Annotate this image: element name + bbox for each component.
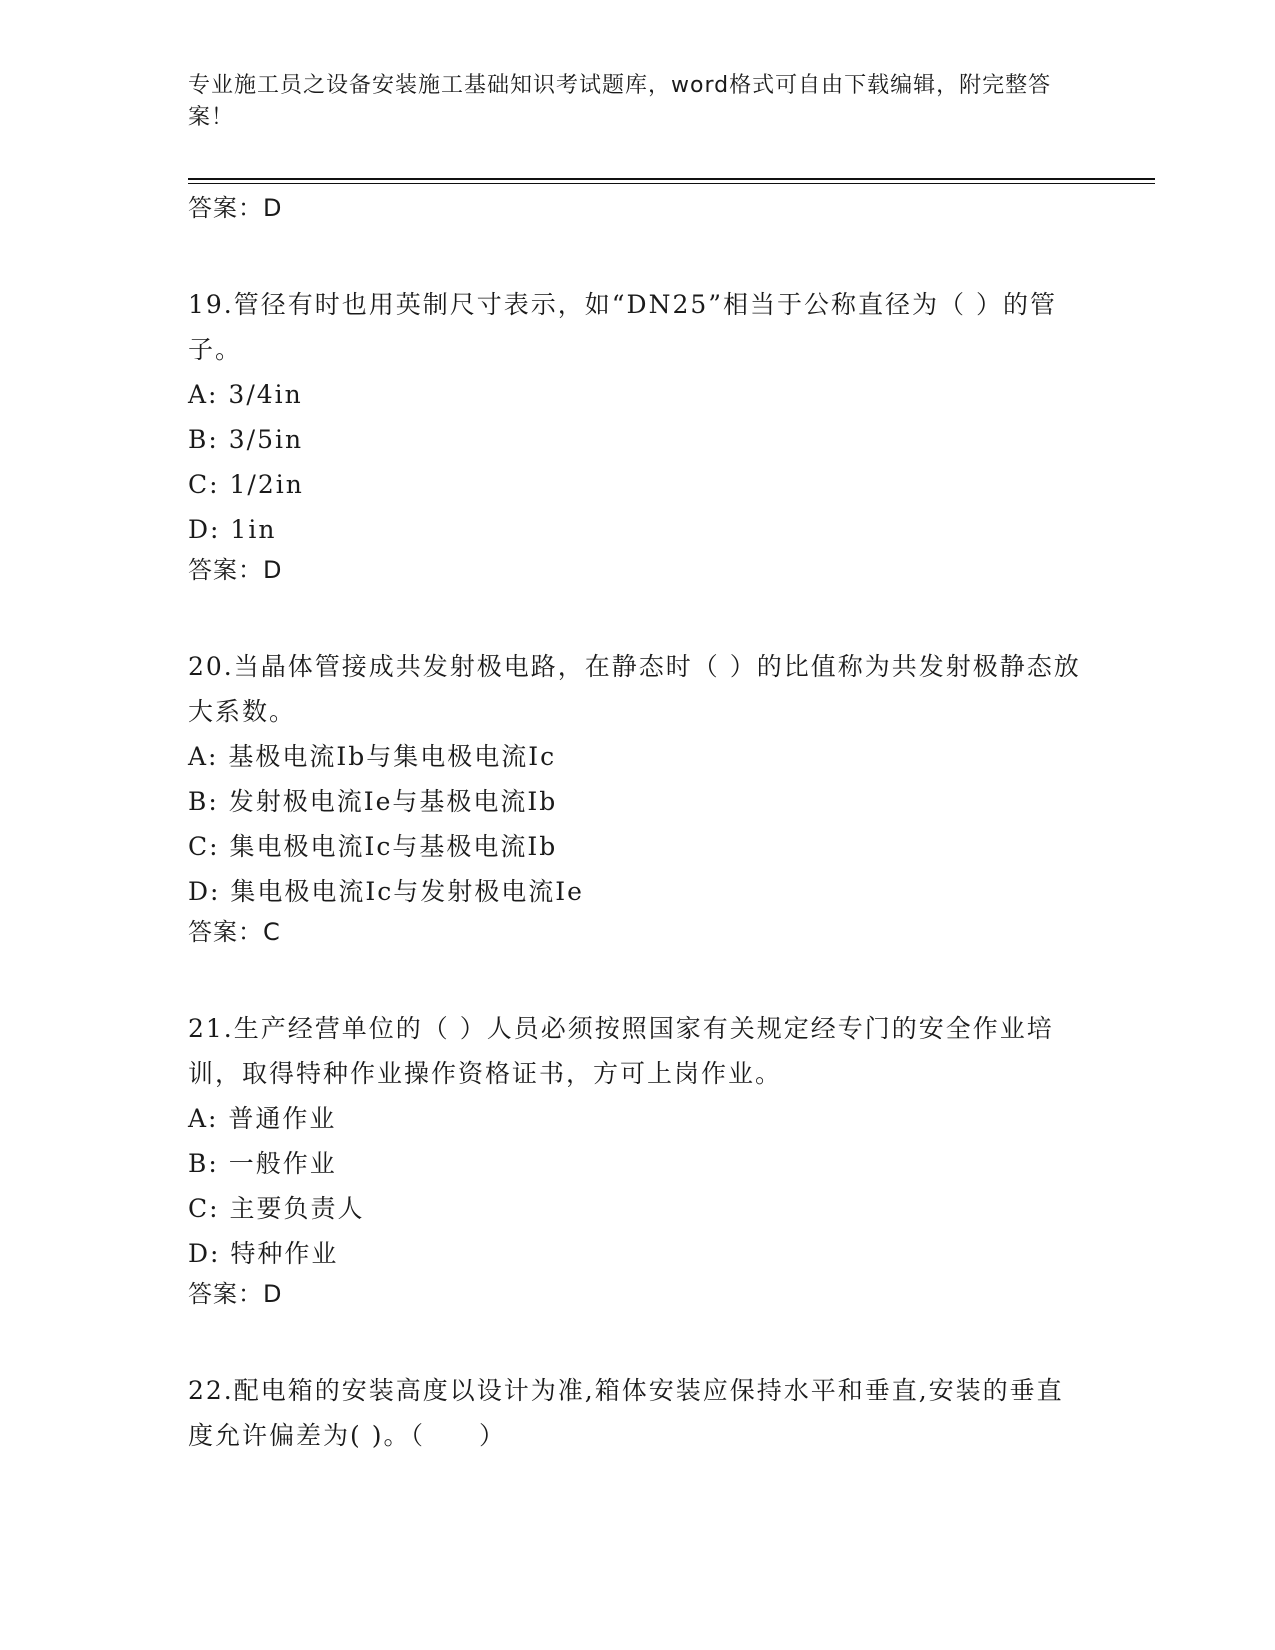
option-a: A: 3/4in bbox=[188, 380, 303, 409]
question-19 bbox=[188, 282, 1088, 586]
header-divider-thin bbox=[188, 183, 1155, 184]
option-c: C: 1/2in bbox=[188, 470, 304, 499]
question-20 bbox=[188, 644, 1088, 948]
option-b: B: 3/5in bbox=[188, 425, 304, 454]
page-header: 专业施工员之设备安装施工基础知识考试题库，word格式可自由下载编辑，附完整答案！ bbox=[188, 73, 1052, 130]
question-stem: 22.配电箱的安装高度以设计为准,箱体安装应保持水平和垂直,安装的垂直度允许偏差为( )。（ ） bbox=[188, 1376, 1064, 1450]
answer-line: 答案：D bbox=[188, 1280, 283, 1308]
option-d: D: 1in bbox=[188, 515, 277, 544]
question-stem: 20.当晶体管接成共发射极电路，在静态时（ ）的比值称为共发射极静态放大系数。 bbox=[188, 652, 1081, 726]
option-d: D: 特种作业 bbox=[188, 1239, 339, 1268]
option-b: B: 一般作业 bbox=[188, 1149, 337, 1178]
header-divider bbox=[188, 178, 1155, 180]
question-list bbox=[188, 192, 1088, 1458]
option-a: A: 普通作业 bbox=[188, 1104, 337, 1133]
option-c: C: 集电极电流Ic与基极电流Ib bbox=[188, 832, 558, 861]
option-d: D: 集电极电流Ic与发射极电流Ie bbox=[188, 877, 584, 906]
answer-line: 答案：D bbox=[188, 556, 283, 584]
question-22 bbox=[188, 1368, 1088, 1458]
option-c: C: 主要负责人 bbox=[188, 1194, 365, 1223]
question-21 bbox=[188, 1006, 1088, 1310]
option-a: A: 基极电流Ib与集电极电流Ic bbox=[188, 742, 557, 771]
option-b: B: 发射极电流Ie与基极电流Ib bbox=[188, 787, 558, 816]
question-stem: 21.生产经营单位的（ ）人员必须按照国家有关规定经专门的安全作业培训，取得特种作业操作资格证书，方可上岗作业。 bbox=[188, 1014, 1054, 1088]
answer-line: 答案：D bbox=[188, 194, 283, 222]
question-stem: 19.管径有时也用英制尺寸表示，如“DN25”相当于公称直径为（ ）的管子。 bbox=[188, 290, 1057, 364]
answer-line: 答案：C bbox=[188, 918, 281, 946]
